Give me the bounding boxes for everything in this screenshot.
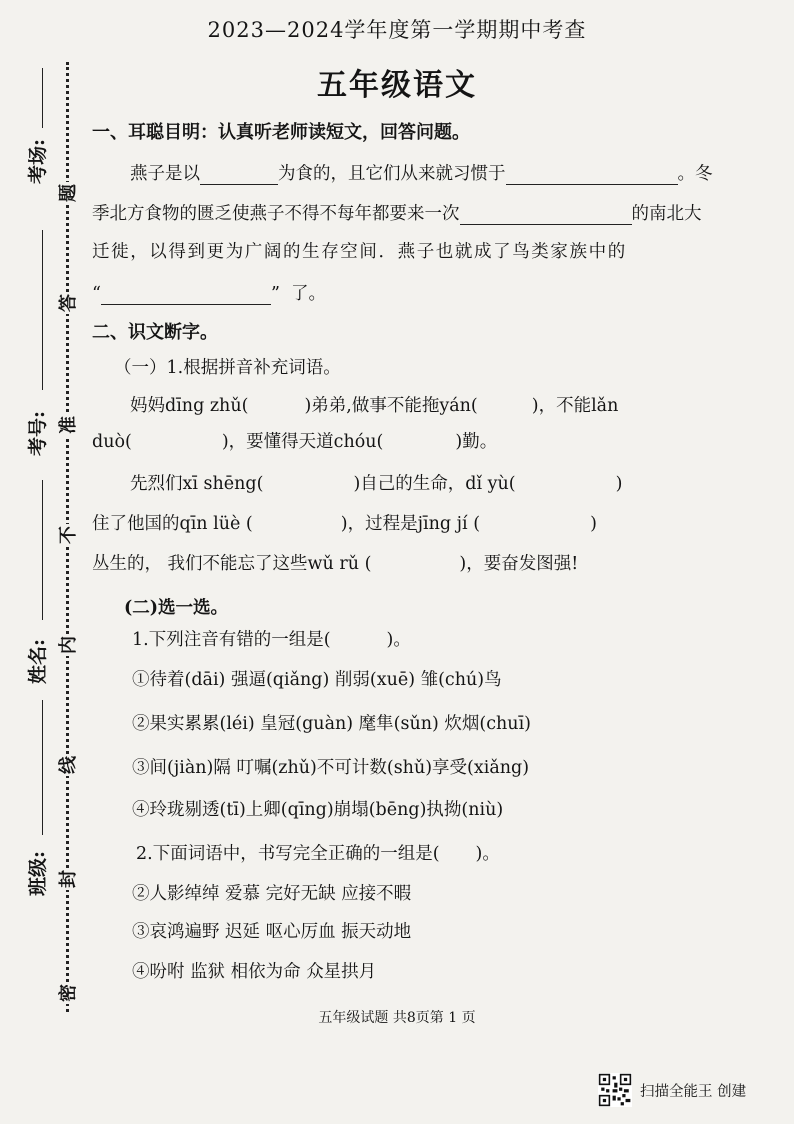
qr-code-icon bbox=[598, 1073, 632, 1107]
pinyin-row5: 丛生的， 我们不能忘了这些wǔ rǔ ( )，要奋发图强! bbox=[92, 554, 579, 574]
section2-sub2: (二)选一选。 bbox=[124, 598, 229, 618]
s1-line2: 季北方食物的匮乏使燕子不得不每年都要来一次 的南北大 bbox=[92, 204, 702, 224]
section1-heading: 一、耳聪目明：认真听老师读短文，回答问题。 bbox=[92, 122, 470, 143]
name-line bbox=[42, 480, 43, 620]
seal-char-zhun: 准 bbox=[54, 414, 80, 436]
q1-option: ①待着(dāi) 强逼(qiǎng) 削弱(xuē) 雏(chú)鸟 bbox=[132, 670, 502, 690]
answer-blank[interactable] bbox=[460, 206, 632, 225]
answer-blank[interactable] bbox=[101, 286, 271, 305]
pinyin-row2: duò( )，要懂得天道chóu( )勤。 bbox=[92, 432, 498, 452]
scanner-watermark bbox=[598, 1072, 746, 1108]
exam-title: 2023—2024学年度第一学期期中考查 bbox=[207, 18, 587, 42]
exam-room-line bbox=[42, 68, 43, 128]
q2-option: ③哀鸿遍野 迟延 呕心厉血 振天动地 bbox=[132, 922, 412, 942]
q2-option: ④吩咐 监狱 相依为命 众星拱月 bbox=[132, 962, 377, 982]
question-1: 1.下列注音有错的一组是( )。 bbox=[132, 630, 411, 650]
watermark-text: 扫描全能王 创建 bbox=[640, 1083, 747, 1100]
q1-option: ②果实累累(léi) 皇冠(guàn) 麾隼(sǔn) 炊烟(chuī) bbox=[132, 714, 531, 734]
seal-char-bu: 不 bbox=[54, 524, 80, 546]
seal-char-da: 答 bbox=[54, 292, 80, 314]
binding-strip bbox=[0, 40, 86, 1040]
section2-sub1: （一）1.根据拼音补充词语。 bbox=[114, 358, 341, 378]
exam-room-label: 考场: bbox=[27, 138, 50, 185]
answer-blank[interactable] bbox=[506, 166, 678, 185]
seal-char-mi: 密 bbox=[54, 982, 80, 1004]
pinyin-row4: 住了他国的qīn lüè ( )，过程是jīng jí ( ) bbox=[92, 514, 597, 534]
name-label: 姓名: bbox=[27, 638, 50, 685]
q1-option: ④玲珑剔透(tī)上卿(qīng)崩塌(bēng)执拗(niù) bbox=[132, 800, 504, 820]
q1-option: ③间(jiàn)隔 叮嘱(zhǔ)不可计数(shǔ)享受(xiǎng) bbox=[132, 758, 530, 778]
seal-char-xian: 线 bbox=[54, 754, 80, 776]
q2-option: ②人影绰绰 爱慕 完好无缺 应接不暇 bbox=[132, 884, 412, 904]
answer-blank[interactable] bbox=[200, 166, 278, 185]
exam-number-line bbox=[42, 230, 43, 390]
s1-line4: “ ” 了。 bbox=[92, 284, 327, 304]
page-footer: 五年级试题 共8页第 1 页 bbox=[318, 1010, 476, 1026]
class-label: 班级: bbox=[27, 850, 50, 897]
seal-char-feng: 封 bbox=[54, 868, 80, 890]
section2-heading: 二、识文断字。 bbox=[92, 322, 218, 343]
exam-number-label: 考号: bbox=[27, 410, 50, 457]
pinyin-row3: 先烈们xī shēng( )自己的生命，dǐ yù( ) bbox=[130, 474, 623, 494]
class-line bbox=[42, 700, 43, 835]
pinyin-row1: 妈妈dīng zhǔ( )弟弟,做事不能拖yán( )，不能lǎn bbox=[130, 396, 619, 416]
seal-char-nei: 内 bbox=[54, 634, 80, 656]
seal-char-ti: 题 bbox=[54, 182, 80, 204]
s1-line3: 迁徙，以得到更为广阔的生存空间．燕子也就成了鸟类家族中的 bbox=[92, 242, 627, 262]
question-2: 2.下面词语中，书写完全正确的一组是( )。 bbox=[136, 844, 500, 864]
subject-title: 五年级语文 bbox=[317, 68, 477, 103]
s1-line1: 燕子是以 为食的，且它们从来就习惯于 。冬 bbox=[130, 164, 713, 184]
